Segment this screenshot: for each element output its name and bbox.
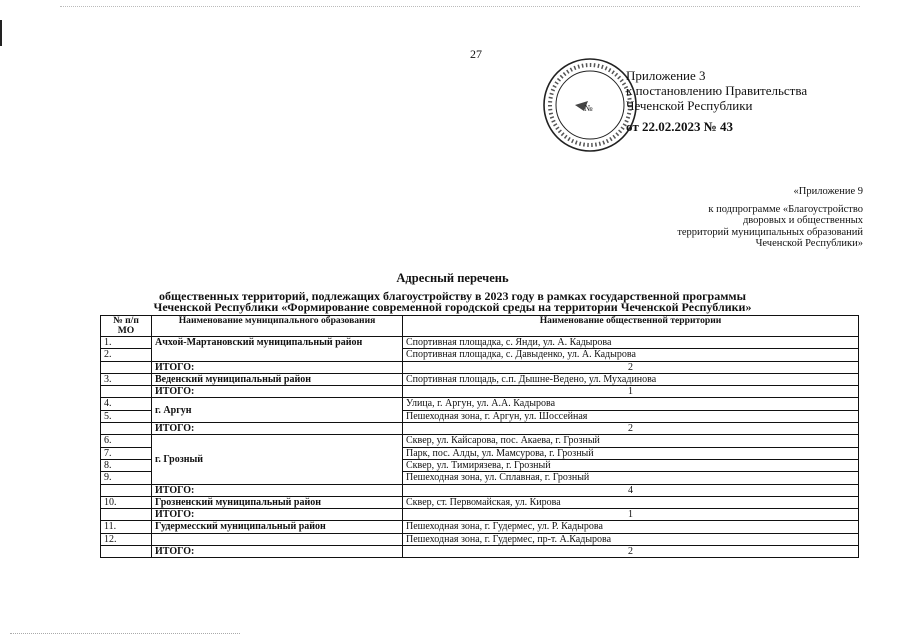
row-number: 10.: [101, 496, 152, 508]
row-municipality: Ачхой-Мартановский муниципальный район: [152, 337, 403, 362]
total-label: ИТОГО:: [152, 484, 403, 496]
header-municipality: Наименование муниципального образования: [152, 316, 403, 337]
total-value: 2: [403, 423, 859, 435]
row-number: 8.: [101, 459, 152, 471]
total-label: ИТОГО:: [152, 546, 403, 558]
table-row: [101, 373, 859, 385]
row-number: 7.: [101, 447, 152, 459]
total-label: ИТОГО:: [152, 423, 403, 435]
scan-artifact-bottom: [10, 633, 240, 635]
subtitle-line-2: Чеченской Республики «Формирование современной городской среды на территории Чеченской Республики»: [153, 300, 752, 314]
table-row: [101, 337, 859, 349]
appendix-line-3: Чеченской Республики: [626, 98, 753, 113]
row-territory: Сквер, ул. Кайсарова, пос. Акаева, г. Грозный: [403, 435, 859, 447]
row-territory: Пешеходная зона, ул. Сплавная, г. Грозный: [403, 472, 859, 484]
official-seal: [540, 55, 640, 155]
header-number: № п/п МО: [101, 316, 152, 337]
total-value: 1: [403, 509, 859, 521]
total-row: [101, 386, 859, 398]
row-number: 1.: [101, 337, 152, 349]
row-municipality: Веденский муниципальный район: [152, 373, 403, 385]
appendix-line-2: к постановлению Правительства: [626, 83, 808, 98]
row-number: 2.: [101, 349, 152, 361]
total-value: 2: [403, 546, 859, 558]
appendix2-line-5: Чеченской Республики»: [755, 238, 863, 249]
row-territory: Пешеходная зона, г. Аргун, ул. Шоссейная: [403, 410, 859, 422]
table-header-row: [101, 316, 859, 337]
row-municipality: Гудермесский муниципальный район: [152, 521, 403, 533]
row-territory: Сквер, ст. Первомайская, ул. Кирова: [403, 496, 859, 508]
total-label: ИТОГО:: [152, 386, 403, 398]
table-row: [101, 496, 859, 508]
total-row: [101, 361, 859, 373]
document-title: Адресный перечень: [396, 271, 509, 285]
row-number: 6.: [101, 435, 152, 447]
appendix2-line-3: дворовых и общественных: [742, 215, 863, 226]
subtitle-line-1: общественных территорий, подлежащих благоустройству в 2023 году в рамках государственной программы: [159, 289, 746, 303]
total-label: ИТОГО:: [152, 361, 403, 373]
appendix-9-header: [677, 186, 863, 250]
document-subtitle: [60, 291, 845, 313]
total-row: [101, 423, 859, 435]
row-territory: Спортивная площадь, с.п. Дышне-Ведено, ул. Мухадинова: [403, 373, 859, 385]
row-territory: Пешеходная зона, г. Гудермес, пр-т. А.Кадырова: [403, 533, 859, 545]
total-row: [101, 484, 859, 496]
appendix2-line-2: к подпрограмме «Благоустройство: [708, 203, 863, 215]
table-row: [101, 521, 859, 533]
row-number: 9.: [101, 472, 152, 484]
row-municipality: г. Аргун: [152, 398, 403, 423]
total-row: [101, 509, 859, 521]
territories-table: [100, 315, 859, 558]
appendix-decree-date: от 22.02.2023 № 43: [626, 119, 734, 134]
row-number: 4.: [101, 398, 152, 410]
appendix-line-1: Приложение 3: [626, 68, 706, 83]
svg-text:№: №: [584, 103, 593, 113]
scan-margin-mark: [0, 20, 2, 46]
row-number: 5.: [101, 410, 152, 422]
row-territory: Парк, пос. Алды, ул. Мамсурова, г. Грозный: [403, 447, 859, 459]
total-value: 1: [403, 386, 859, 398]
page-number: 27: [470, 47, 482, 61]
row-number: 3.: [101, 373, 152, 385]
table-row: [101, 435, 859, 447]
total-value: 2: [403, 361, 859, 373]
header-territory: Наименование общественной территории: [403, 316, 859, 337]
total-row: [101, 546, 859, 558]
row-territory: Спортивная площадка, с. Давыденко, ул. А. Кадырова: [403, 349, 859, 361]
row-number: 12.: [101, 533, 152, 545]
row-territory: Спортивная площадка, с. Янди, ул. А. Кадырова: [403, 337, 859, 349]
total-label: ИТОГО:: [152, 509, 403, 521]
row-municipality: Грозненский муниципальный район: [152, 496, 403, 508]
table-row: [101, 533, 859, 545]
appendix-header: [626, 68, 807, 134]
row-territory: Улица, г. Аргун, ул. А.А. Кадырова: [403, 398, 859, 410]
appendix2-line-4: территорий муниципальных образований: [677, 226, 863, 238]
scan-artifact-top: [60, 6, 860, 8]
row-territory: Пешеходная зона, г. Гудермес, ул. Р. Кадырова: [403, 521, 859, 533]
table-row: [101, 398, 859, 410]
appendix2-line-1: «Приложение 9: [793, 186, 863, 197]
row-municipality: г. Грозный: [152, 435, 403, 484]
row-territory: Сквер, ул. Тимирязева, г. Грозный: [403, 459, 859, 471]
row-number: 11.: [101, 521, 152, 533]
total-value: 4: [403, 484, 859, 496]
